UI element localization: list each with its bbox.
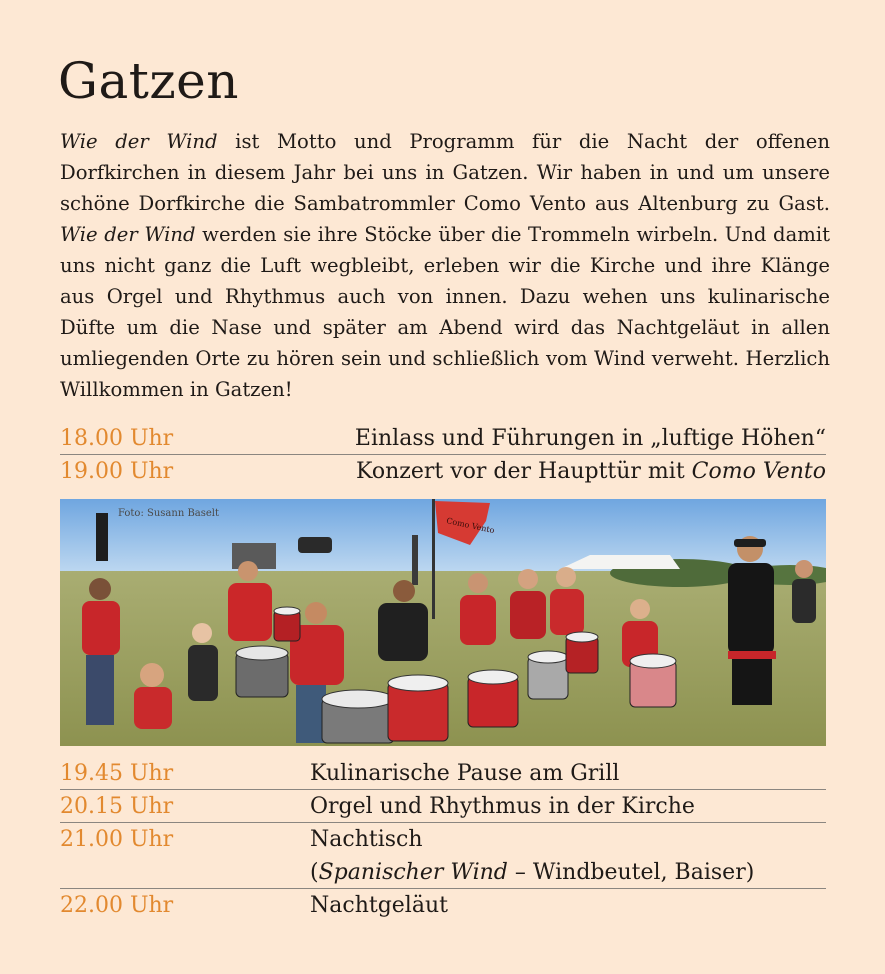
dessert-name: Spanischer Wind [318,860,508,885]
intro-text-2: werden sie ihre Stöcke über die Trommeln wirbeln. Und damit uns nicht ganz die Luft wegbleibt, erleben wir die Kirche und ihre Klänge aus Orgel und Rhythmus auch von innen. Dazu wehen uns kulinarische Düfte um die Nase und später am Abend wird das Nachtgeläut in allen umliegenden Orte zu hören sein und schließlich vom Wind verweht. Herzlich Willkommen in Gatzen! [60,223,830,401]
schedule-row [60,455,826,488]
drummers-photo [60,499,826,746]
schedule-top [60,422,826,488]
schedule-desc: Nachtisch [310,827,423,852]
schedule-row [60,889,826,922]
speaker-tower [96,513,108,561]
schedule-time: 22.00 Uhr [60,893,174,918]
dessert-detail: – Windbeutel, Baiser) [507,860,755,885]
schedule-time: 21.00 Uhr [60,827,174,852]
paren-open: ( [310,860,319,885]
schedule-time: 20.15 Uhr [60,794,174,819]
schedule-row [60,790,826,823]
intro-paragraph [60,126,830,405]
schedule-desc: Orgel und Rhythmus in der Kirche [310,794,695,819]
schedule-desc: Kulinarische Pause am Grill [310,761,620,786]
schedule-row [60,757,826,790]
intro-text-1: ist Motto und Programm für die Nacht der offenen Dorfkirchen in diesem Jahr bei uns in Gatzen. Wir haben in und um unsere schöne Dorfkirche die Sambatrommler Como Vento aus Altenburg zu Gast. [60,130,830,215]
band-name: Como Vento [691,459,826,484]
schedule-row [60,422,826,455]
light-pole [412,535,418,585]
schedule-desc: Nachtgeläut [310,893,448,918]
motto-emphasis: Wie der Wind [60,130,218,153]
schedule-row [60,823,826,889]
flag-pole [432,499,435,619]
schedule-desc [356,455,826,488]
schedule-time: 19.00 Uhr [60,459,174,484]
speaker [298,537,332,553]
schedule-desc: Einlass und Führungen in „luftige Höhen“ [354,426,826,451]
motto-emphasis-2: Wie der Wind [60,223,196,246]
schedule-desc-detail [310,856,754,889]
schedule-bottom [60,757,826,922]
schedule-time: 19.45 Uhr [60,761,174,786]
schedule-desc-text: Konzert vor der Haupttür mit [356,459,692,484]
photo-credit: Foto: Susann Baselt [118,508,220,519]
flag-label: Como Vento [445,516,496,536]
photo-illustration [60,499,826,746]
schedule-time: 18.00 Uhr [60,426,174,451]
page-title: Gatzen [58,52,239,110]
